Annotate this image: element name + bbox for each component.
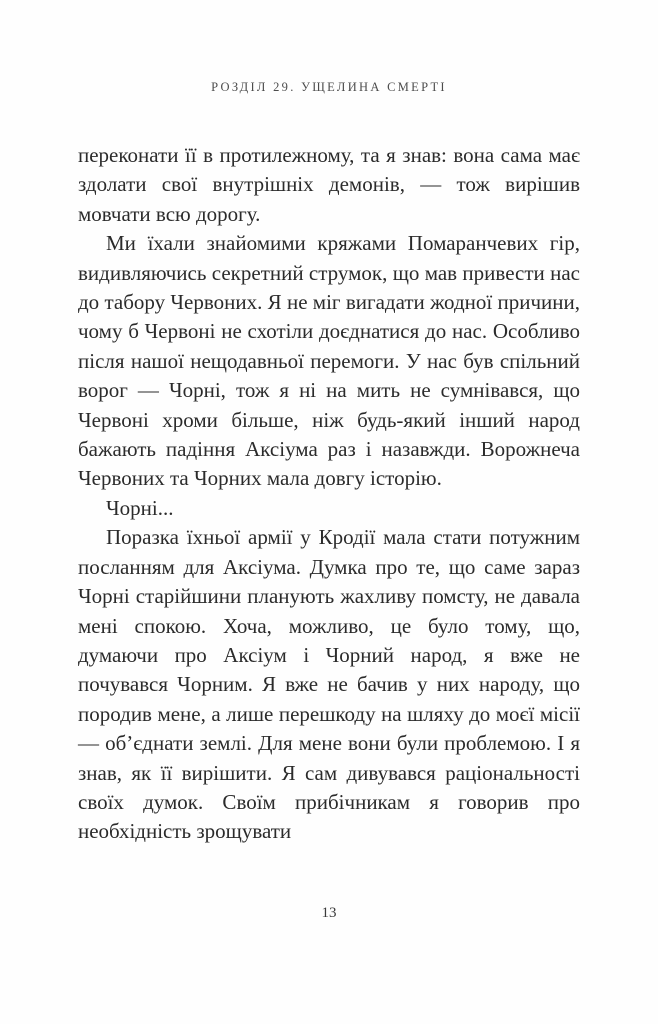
paragraph: Чорні... [106, 495, 174, 520]
running-header: РОЗДІЛ 29. УЩЕЛИНА СМЕРТІ [211, 80, 447, 94]
paragraph: Ми їхали знайомими кряжами Помаранчевих гір, видивляючись секретний струмок, що мав привести нас до табору Червоних. Я не міг вигадати жодної причини, чому б Червоні не схотіли доєднатися до нас. Особливо після нашої нещодавньої перемоги. У нас був спільний ворог — Чорні, тож я ні на мить не сумнівався, що Червоні хроми більше, ніж будь-який інший народ бажають падіння Аксіума раз і назавжди. Ворожнеча Червоних та Чорних мала довгу історію. [78, 231, 580, 491]
page-body-text [78, 141, 580, 847]
paragraph-continuation: переконати її в протилежному, та я знав: вона сама має здолати свої внутрішніх демонів, — тож вирішив мовчати всю дорогу. [78, 143, 580, 226]
page-number: 13 [321, 905, 337, 921]
paragraph: Поразка їхньої армії у Кродії мала стати потужним посланням для Аксіума. Думка про те, що саме зараз Чорні старійшини планують жахливу помсту, не давала мені спокою. Хоча, можливо, це було тому, що, думаючи про Аксіум і Чорний народ, я вже не почувався Чорним. Я вже не бачив у них народу, що породив мене, а лише перешкоду на шляху до моєї місії — об’єднати землі. Для мене вони були проблемою. І я знав, як її вирішити. Я сам дивувався раціональності своїх думок. Своїм прибічникам я говорив про необхідність зрощувати [78, 525, 580, 844]
